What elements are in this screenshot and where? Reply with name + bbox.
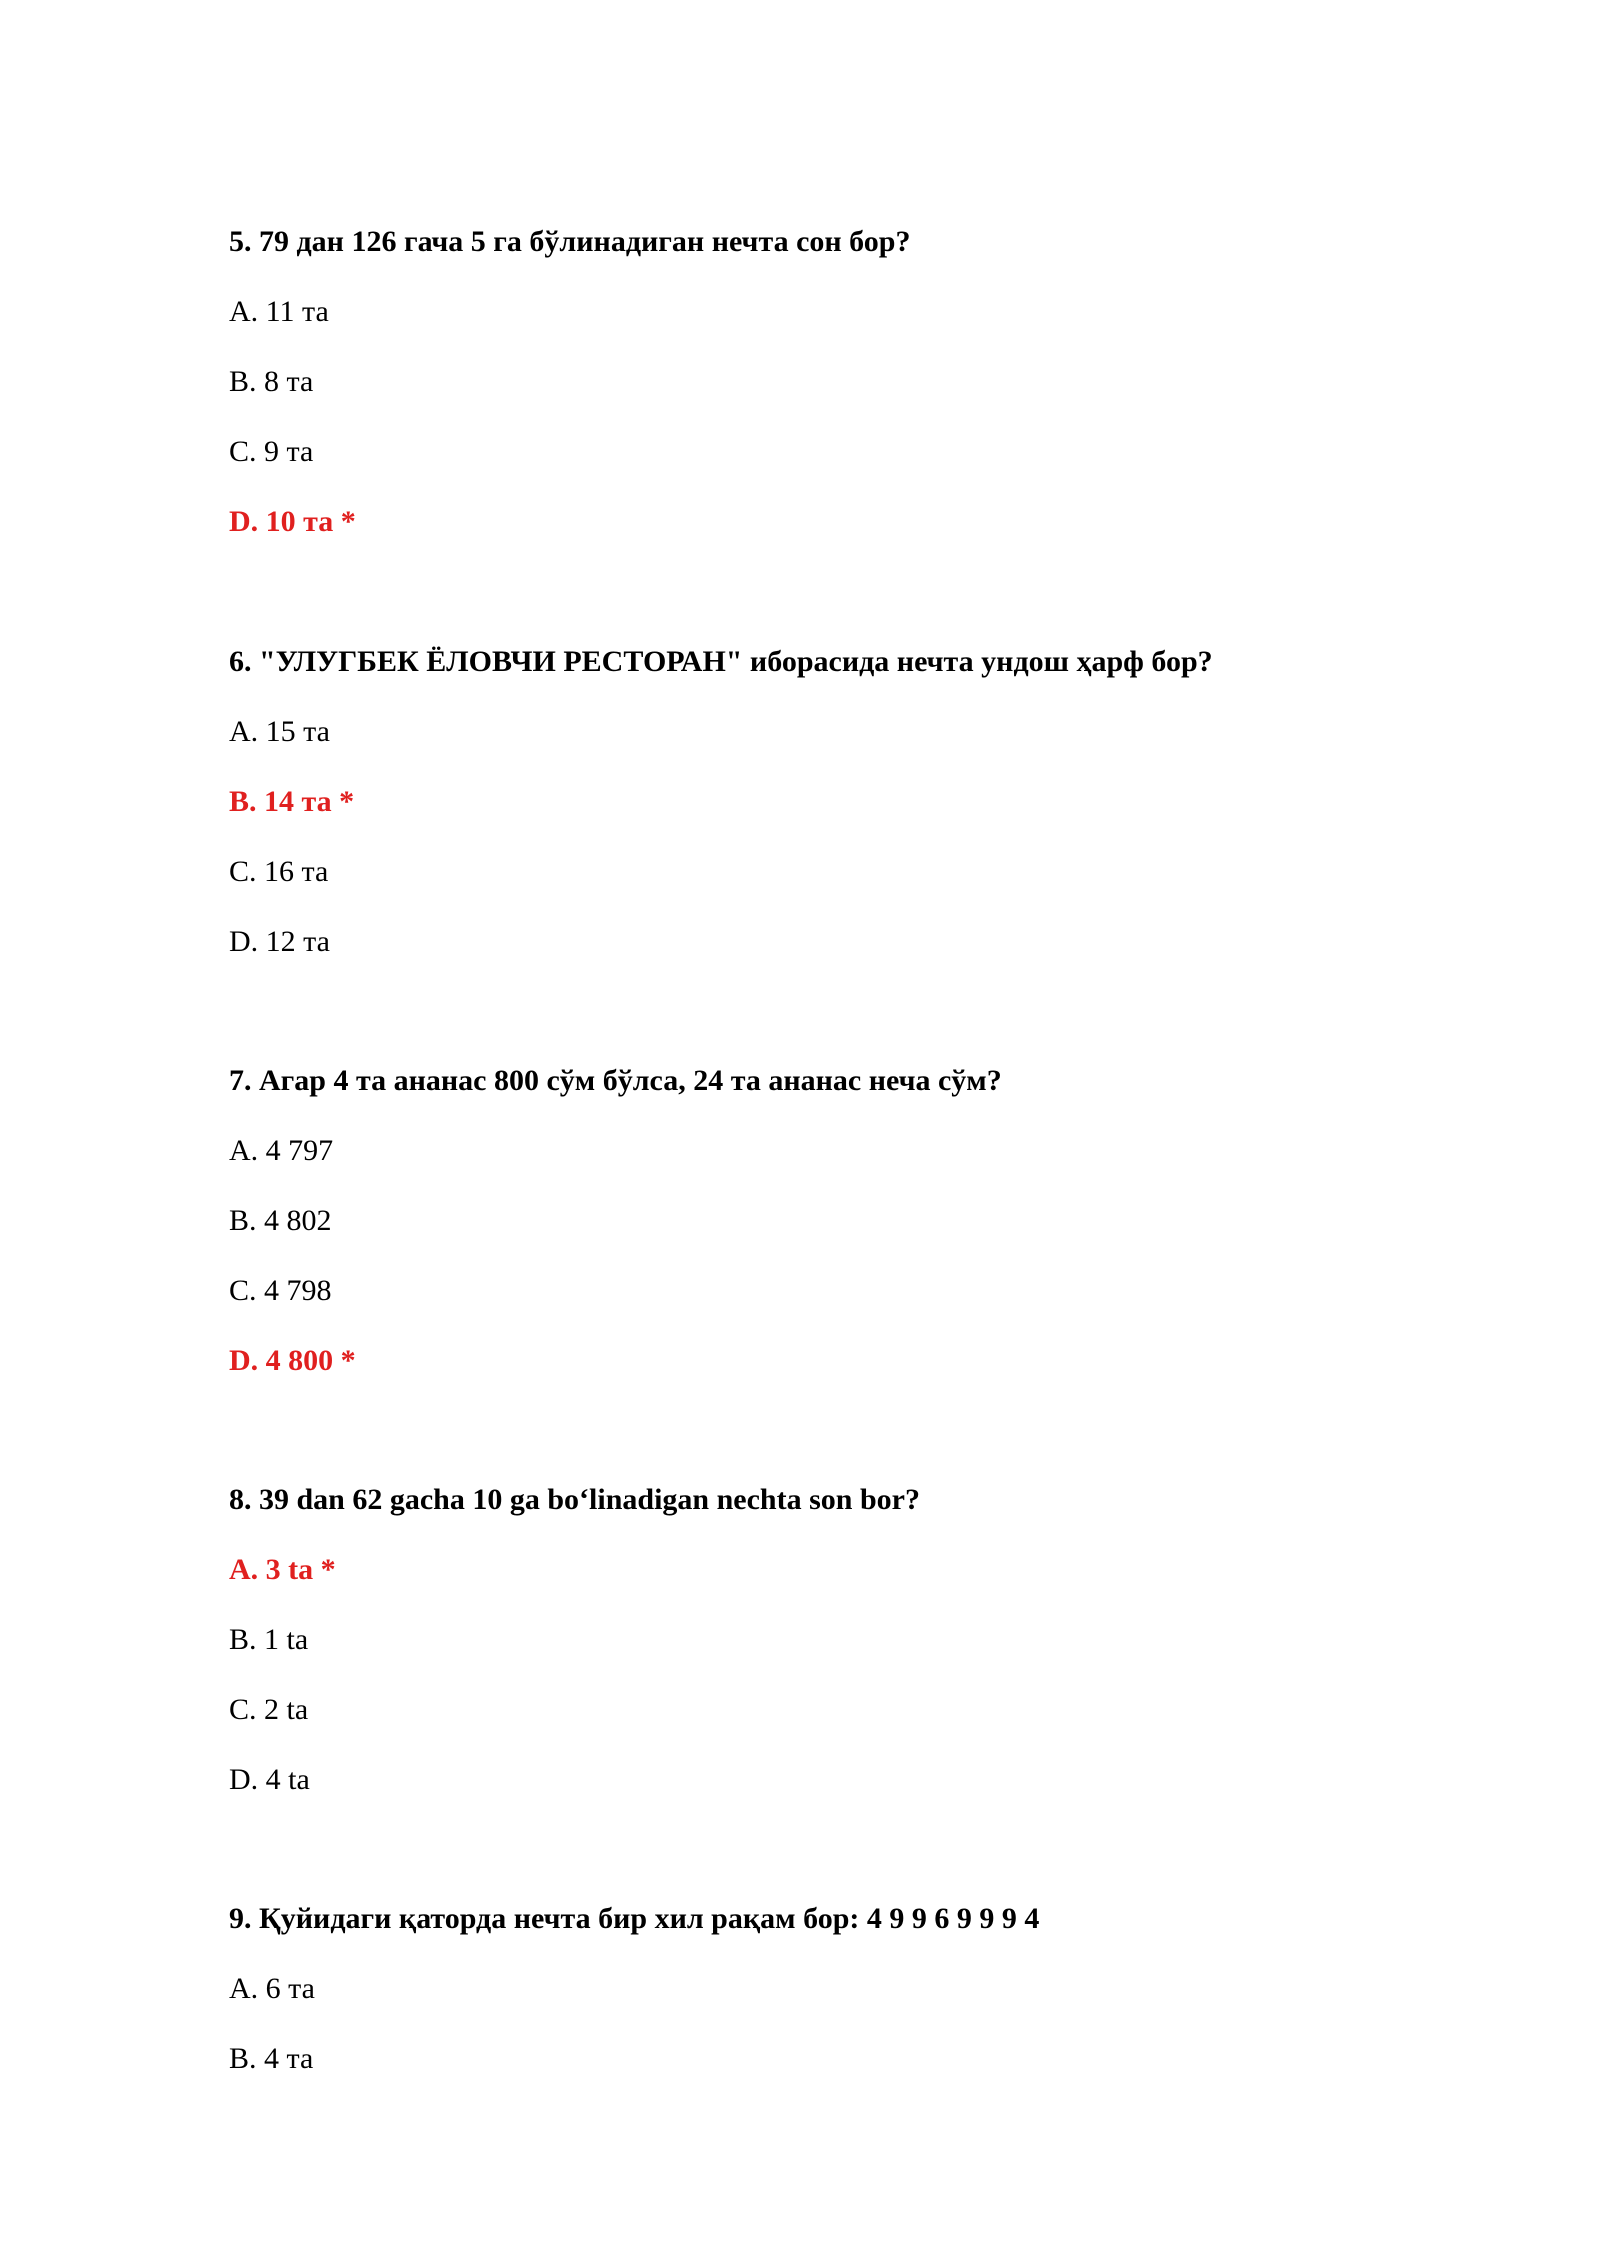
answer-option: C. 4 798 xyxy=(229,1274,332,1307)
answer-option: A. 11 та xyxy=(229,295,329,328)
question-title: 6. "УЛУГБЕК ЁЛОВЧИ РЕСТОРАН" иборасида нечта ундош ҳарф бор? xyxy=(229,645,1213,678)
question-8 xyxy=(229,1480,1429,1800)
answer-option: B. 1 ta xyxy=(229,1623,309,1656)
correct-answer-option: D. 4 800 * xyxy=(229,1344,356,1377)
answer-option: A. 15 та xyxy=(229,715,330,748)
question-title: 5. 79 дан 126 гача 5 га бўлинадиган нечта сон бор? xyxy=(229,225,911,258)
question-5 xyxy=(229,222,1429,542)
correct-answer-option: A. 3 ta * xyxy=(229,1553,336,1586)
answer-option: A. 4 797 xyxy=(229,1134,334,1167)
question-title: 9. Қуйидаги қаторда нечта бир хил рақам бор: 4 9 9 6 9 9 9 4 xyxy=(229,1902,1040,1935)
answer-option: D. 12 та xyxy=(229,925,330,958)
answer-option: C. 9 та xyxy=(229,435,314,468)
correct-answer-option: B. 14 та * xyxy=(229,785,355,818)
question-title: 8. 39 dan 62 gacha 10 ga bo‘linadigan nechta son bor? xyxy=(229,1483,920,1516)
answer-option: C. 2 ta xyxy=(229,1693,309,1726)
answer-option: B. 4 802 xyxy=(229,1204,332,1237)
question-7 xyxy=(229,1061,1429,1381)
question-9 xyxy=(229,1899,1429,2079)
answer-option: D. 4 ta xyxy=(229,1763,310,1796)
question-6 xyxy=(229,642,1429,962)
answer-option: B. 4 та xyxy=(229,2042,314,2075)
answer-option: C. 16 та xyxy=(229,855,329,888)
question-title: 7. Агар 4 та ананас 800 сўм бўлса, 24 та ананас неча сўм? xyxy=(229,1064,1002,1097)
correct-answer-option: D. 10 та * xyxy=(229,505,356,538)
answer-option: A. 6 та xyxy=(229,1972,315,2005)
answer-option: B. 8 та xyxy=(229,365,314,398)
